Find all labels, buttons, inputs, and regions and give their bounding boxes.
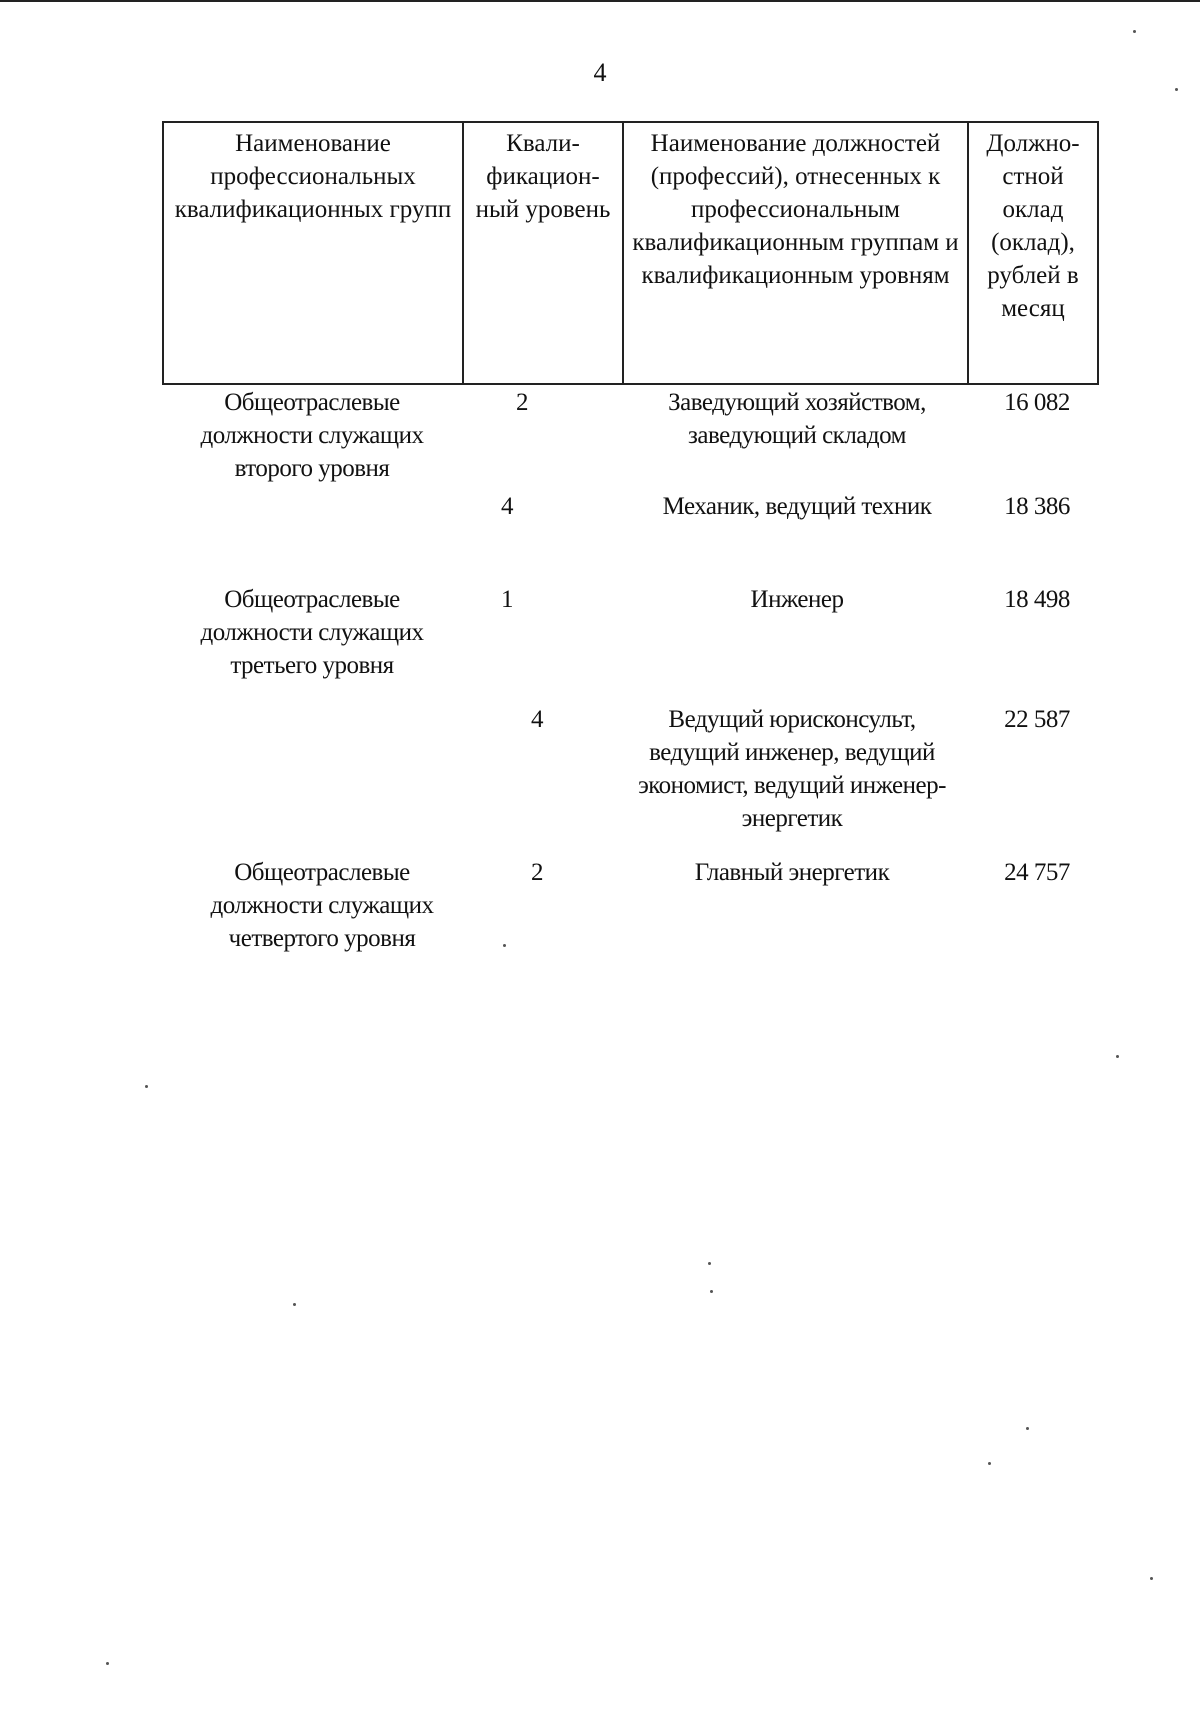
row-salary: 16 082	[1004, 389, 1070, 416]
row-positions: Заведующий хозяйством, заведующий складом	[668, 389, 926, 449]
header-salary: Должно-стной оклад (оклад), рублей в месяц	[968, 122, 1098, 384]
page-top-edge	[0, 0, 1200, 2]
row-positions: Механик, ведущий техник	[662, 493, 932, 520]
row-positions: Ведущий юрисконсульт, ведущий инженер, ведущий экономист, ведущий инженер-энергетик	[638, 706, 946, 832]
row-group: Общеотраслевые должности служащих второго уровня	[200, 389, 424, 482]
row-level: 1	[501, 586, 513, 613]
table-header	[162, 121, 1099, 385]
header-qualification-groups: Наименование профессиональных квалификационных групп	[163, 122, 463, 384]
page-number: 4	[593, 58, 607, 87]
row-salary: 22 587	[1004, 706, 1070, 733]
header-qualification-level: Квали-фикацион-ный уровень	[463, 122, 623, 384]
row-level: 4	[531, 706, 543, 733]
row-salary: 24 757	[1004, 859, 1070, 886]
row-positions: Главный энергетик	[694, 859, 890, 886]
salary-table	[162, 121, 1097, 385]
row-level: 2	[516, 389, 528, 416]
row-level: 2	[531, 859, 543, 886]
row-group: Общеотраслевые должности служащих третьего уровня	[200, 586, 424, 679]
header-position-names: Наименование должностей (профессий), отнесенных к профессиональным квалификационным группам и квалификационным уровням	[623, 122, 968, 384]
row-positions: Инженер	[750, 586, 844, 613]
row-salary: 18 498	[1004, 586, 1070, 613]
row-salary: 18 386	[1004, 493, 1070, 520]
row-level: 4	[501, 493, 513, 520]
row-group: Общеотраслевые должности служащих четвертого уровня	[210, 859, 434, 952]
